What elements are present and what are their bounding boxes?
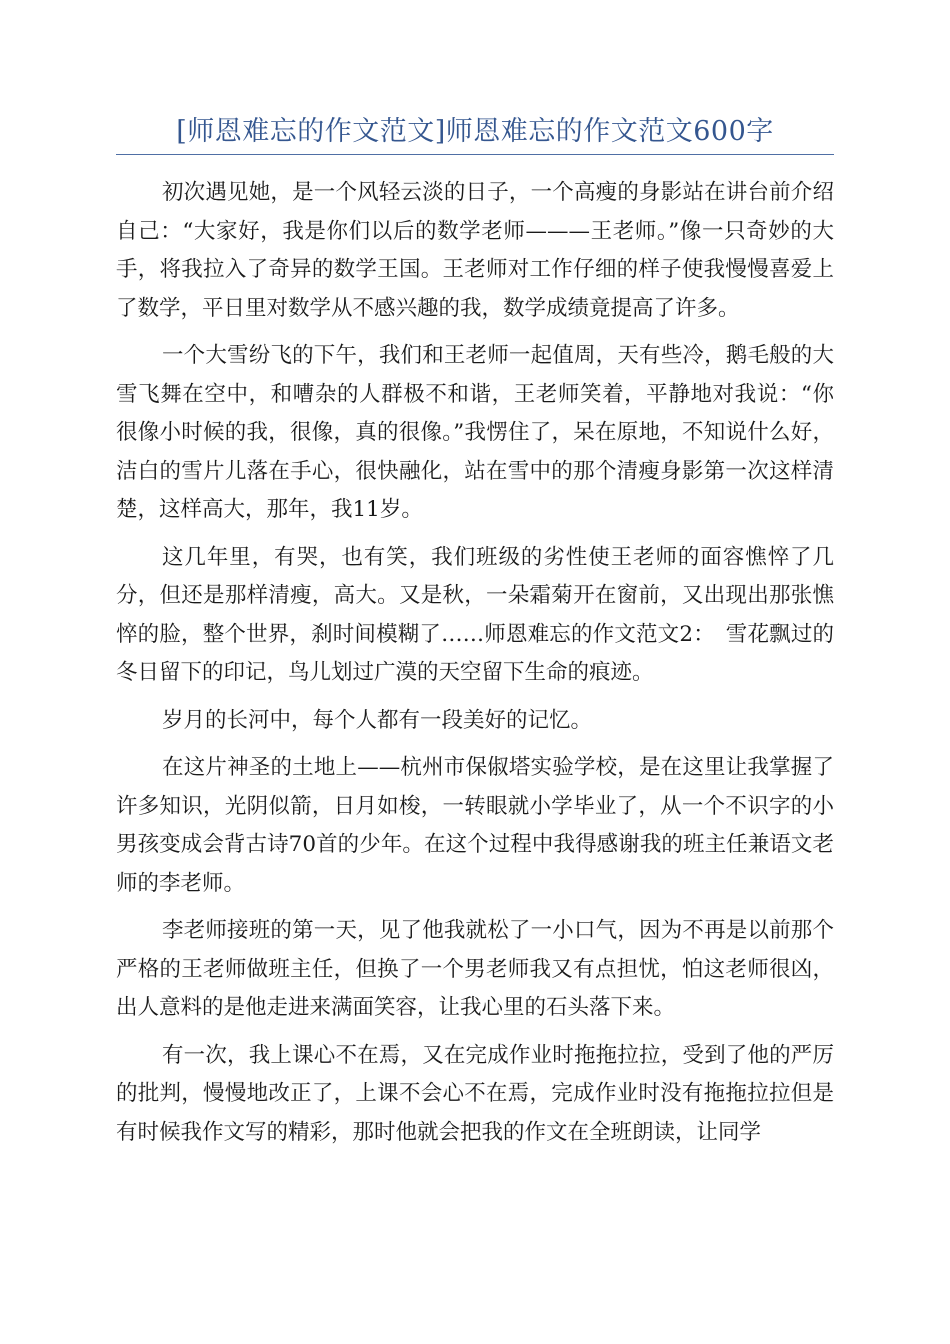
paragraph-5: 在这片神圣的土地上——杭州市保俶塔实验学校，是在这里让我掌握了许多知识，光阴似箭，日月如梭，一转眼就小学毕业了，从一个不识字的小男孩变成会背古诗70首的少年。在这个过程中我得感谢我的班主任兼语文老师的李老师。 — [116, 755, 834, 896]
paragraph-6: 李老师接班的第一天，见了他我就松了一小口气，因为不再是以前那个严格的王老师做班主任，但换了一个男老师我又有点担忧，怕这老师很凶，出人意料的是他走进来满面笑容，让我心里的石头落下来。 — [116, 918, 834, 1020]
paragraph-7: 有一次，我上课心不在焉，又在完成作业时拖拖拉拉，受到了他的严厉的批判，慢慢地改正了，上课不会心不在焉，完成作业时没有拖拖拉拉但是有时候我作文写的精彩，那时他就会把我的作文在全班朗读，让同学 — [116, 1042, 834, 1145]
document-body — [116, 174, 834, 1161]
paragraph-1: 初次遇见她，是一个风轻云淡的日子，一个高瘦的身影站在讲台前介绍自己：“大家好，我是你们以后的数学老师———王老师。”像一只奇妙的大手，将我拉入了奇异的数学王国。王老师对工作仔细的样子使我慢慢喜爱上了数学，平日里对数学从不感兴趣的我，数学成绩竟提高了许多。 — [116, 180, 834, 321]
title-underline — [116, 154, 834, 155]
document-title: [师恩难忘的作文范文]师恩难忘的作文范文600字 — [176, 116, 774, 147]
paragraph-3: 这几年里，有哭，也有笑，我们班级的劣性使王老师的面容憔悴了几分，但还是那样清瘦，高大。又是秋，一朵霜菊开在窗前，又出现出那张憔悴的脸，整个世界，刹时间模糊了……师恩难忘的作文范文2： 雪花飘过的冬日留下的印记，鸟儿划过广漠的天空留下生命的痕迹。 — [116, 544, 834, 685]
paragraph-4: 岁月的长河中，每个人都有一段美好的记忆。 — [162, 707, 593, 733]
paragraph-2: 一个大雪纷飞的下午，我们和王老师一起值周，天有些冷，鹅毛般的大雪飞舞在空中，和嘈杂的人群极不和谐，王老师笑着，平静地对我说：“你很像小时候的我，很像，真的很像。”我愣住了，呆在原地，不知说什么好，洁白的雪片儿落在手心，很快融化，站在雪中的那个清瘦身影第一次这样清楚，这样高大，那年，我11岁。 — [116, 343, 834, 522]
